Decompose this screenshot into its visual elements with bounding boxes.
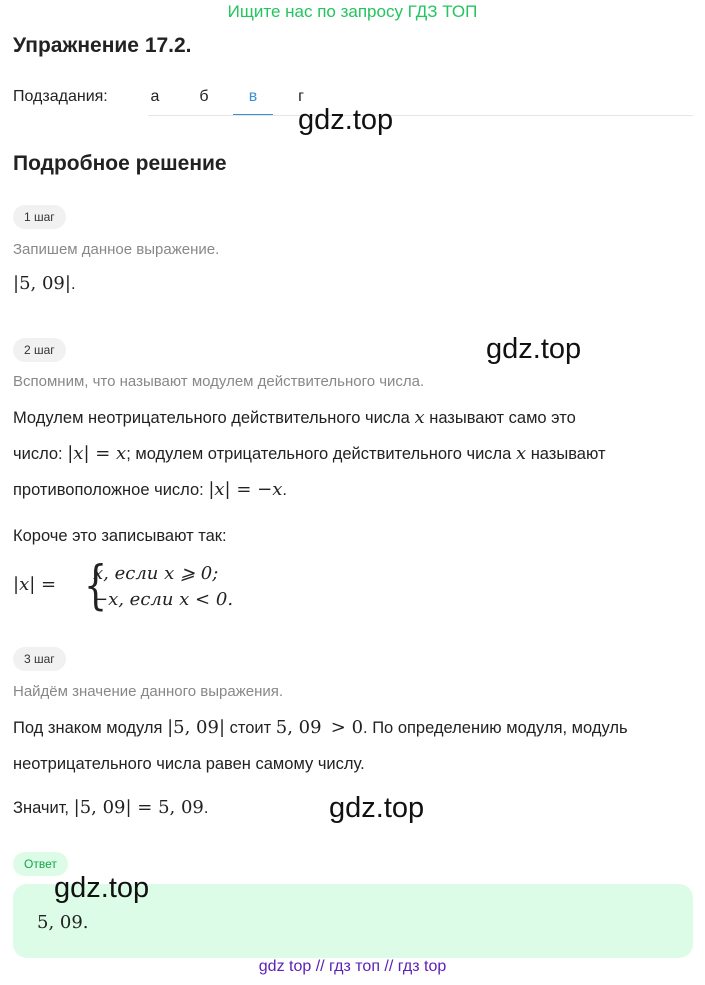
step1-math: |5, 09| <box>13 273 71 294</box>
step2-line1 <box>13 400 576 436</box>
watermark: gdz.top <box>329 792 425 824</box>
math-result: |5, 09| = 5, 09 <box>73 797 204 818</box>
text: . <box>282 481 287 499</box>
step3-hint: Найдём значение данного выражения. <box>13 683 284 700</box>
math-eq1: |x| = x <box>67 443 127 464</box>
page-title: Упражнение 17.2. <box>13 34 192 57</box>
step1-expr <box>13 266 76 302</box>
step3-line1 <box>13 710 628 746</box>
watermark: gdz.top <box>486 333 582 365</box>
math-x: x <box>515 443 527 464</box>
step1-hint: Запишем данное выражение. <box>13 241 220 258</box>
step-badge-2: 2 шаг <box>13 338 66 362</box>
tab-b[interactable]: б <box>199 88 209 105</box>
text: число: <box>13 445 63 463</box>
tab-v[interactable]: в <box>233 88 273 106</box>
math-expr: |5, 09| <box>167 717 226 738</box>
math-val: 5, 09 <box>275 717 322 738</box>
watermark: gdz.top <box>54 872 150 904</box>
case-row-2: −x, если x < 0. <box>93 589 234 610</box>
math-x: x <box>414 407 425 428</box>
text: Под знаком модуля <box>13 719 163 737</box>
tab-a[interactable]: а <box>150 88 160 105</box>
solution-title: Подробное решение <box>13 152 227 175</box>
step3-line2: неотрицательного числа равен самому числу. <box>13 755 365 773</box>
text: Значит, <box>13 799 70 817</box>
footer-links[interactable]: gdz top // гдз топ // гдз top <box>258 958 447 975</box>
cases-formula <box>13 556 313 616</box>
step2-line2 <box>13 436 606 472</box>
math-gt: > 0 <box>330 717 364 738</box>
answer-value: 5, 09. <box>37 912 89 933</box>
brace-glyph: { <box>83 556 108 616</box>
step-badge-1: 1 шаг <box>13 205 66 229</box>
cases-lhs: |x| = <box>13 574 57 595</box>
promo-banner[interactable]: Ищите нас по запросу ГДЗ ТОП <box>227 2 478 21</box>
step2-hint: Вспомним, что называют модулем действительного числа. <box>13 373 425 390</box>
text: называют само это <box>429 409 576 427</box>
text: стоит <box>229 719 272 737</box>
tab-g[interactable]: г <box>298 88 304 105</box>
case-row-1: x, если x ⩾ 0; <box>93 563 219 584</box>
step1-dot: . <box>70 275 76 293</box>
text: . По определению модуля, модуль <box>363 719 628 737</box>
step2-line3 <box>13 472 287 508</box>
subtasks-label: Подзадания: <box>13 88 108 105</box>
text: . <box>203 799 209 817</box>
tabs-underline <box>148 115 693 116</box>
text: Модулем неотрицательного действительного числа <box>13 409 410 427</box>
step3-line3 <box>13 790 208 826</box>
text: называют <box>530 445 606 463</box>
watermark: gdz.top <box>298 104 394 136</box>
math-eq2: |x| = −x <box>208 479 283 500</box>
step2-short: Короче это записывают так: <box>13 527 227 545</box>
text: противоположное число: <box>13 481 204 499</box>
answer-badge: Ответ <box>13 852 68 876</box>
text: ; модулем отрицательного действительного числа <box>126 445 512 463</box>
step-badge-3: 3 шаг <box>13 647 66 671</box>
